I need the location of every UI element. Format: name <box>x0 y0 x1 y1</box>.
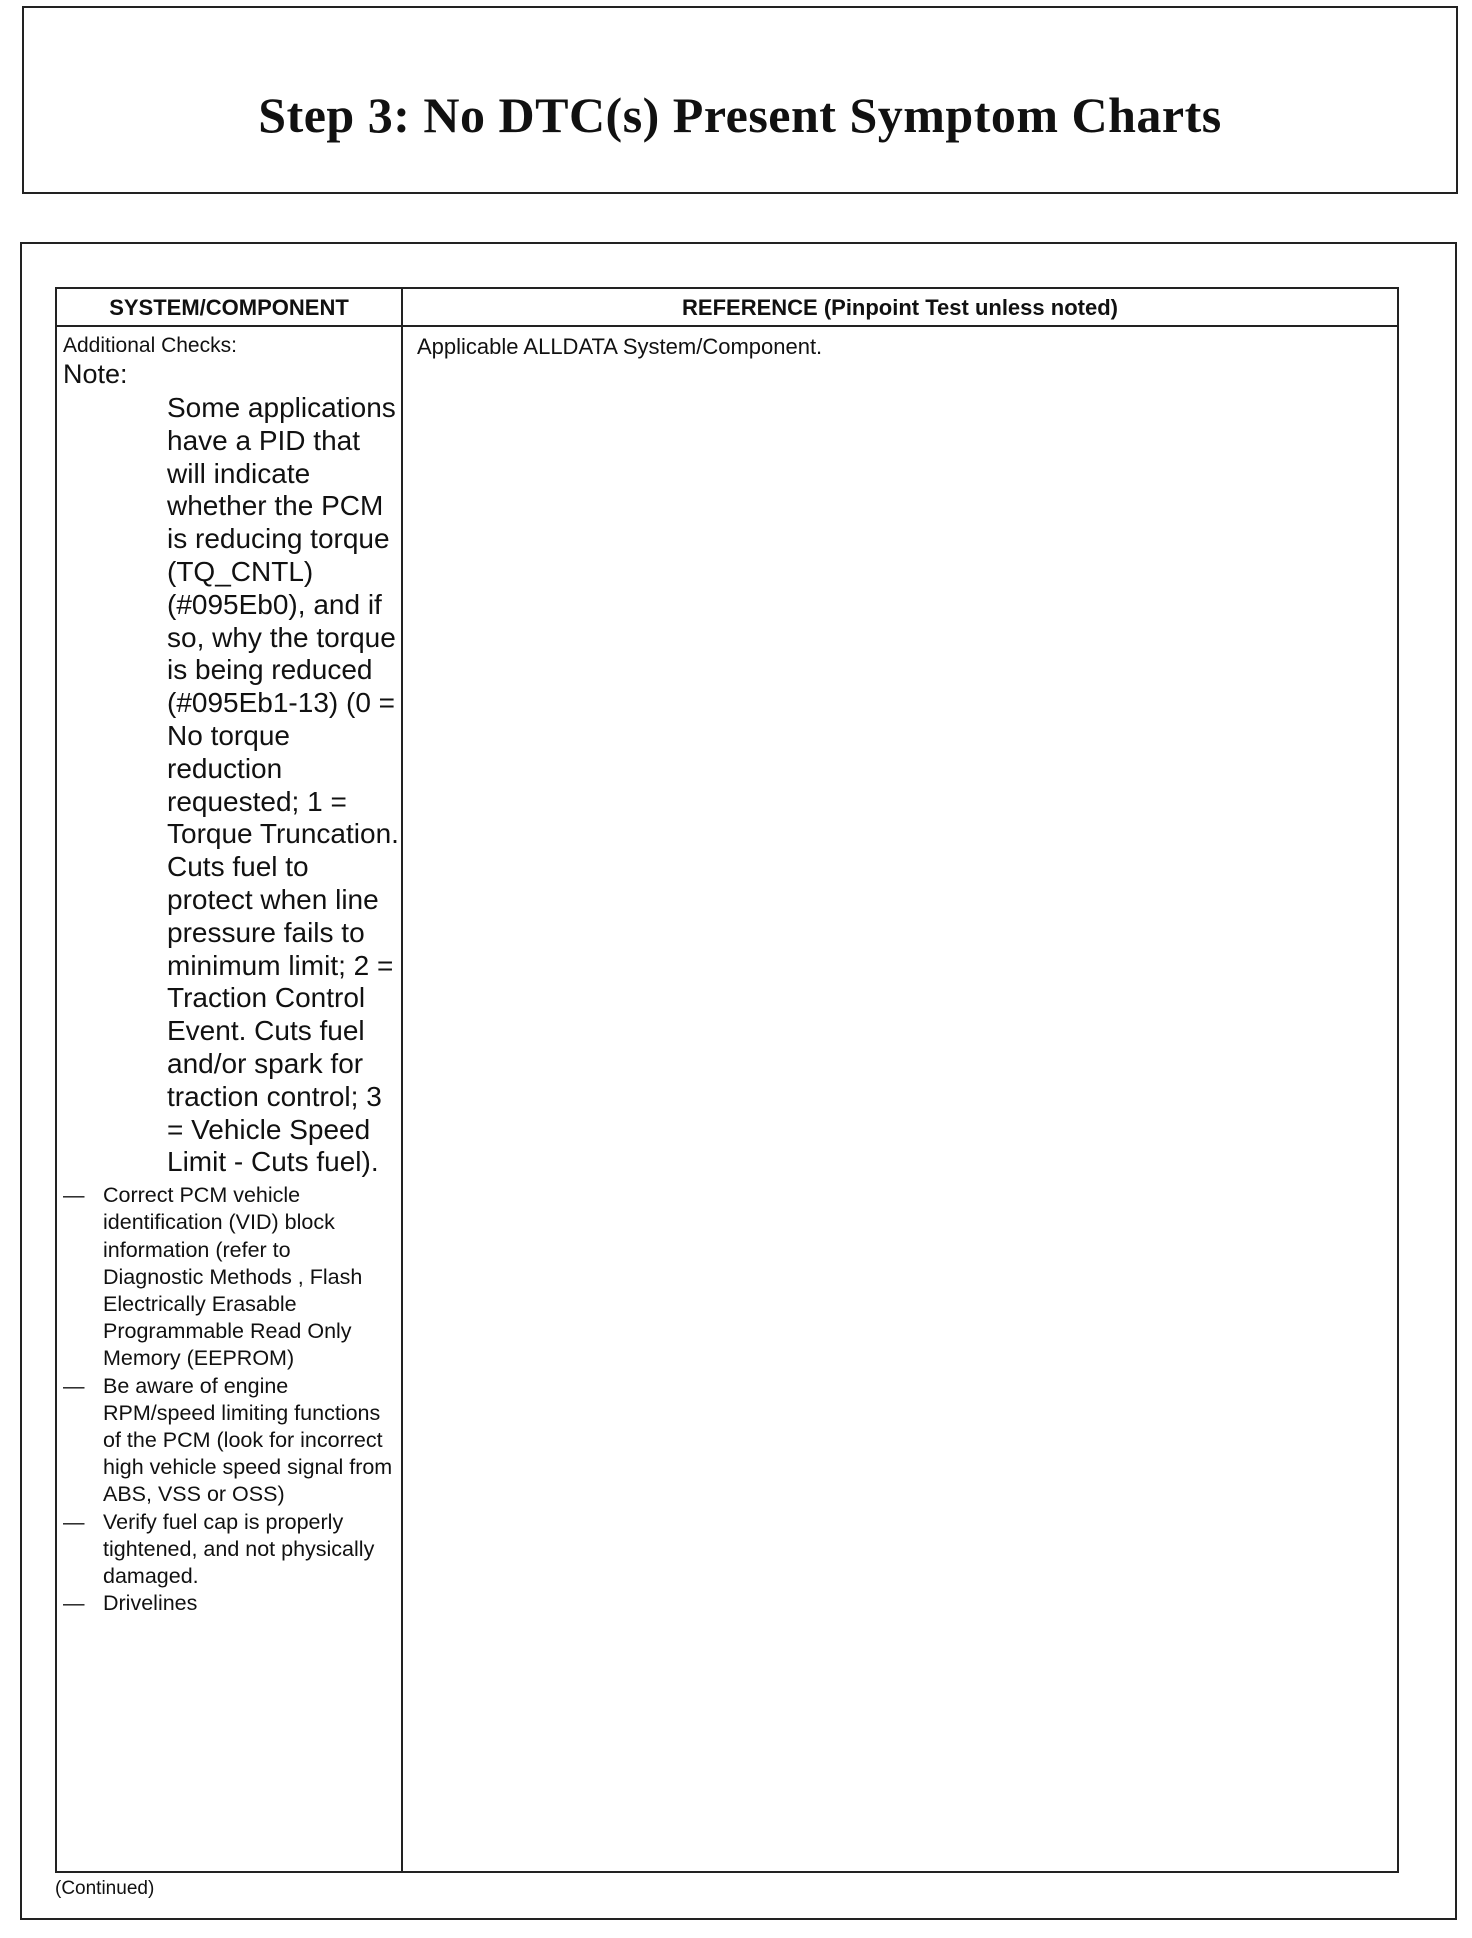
column-divider <box>401 327 403 1871</box>
dash-marker: — <box>63 1591 85 1616</box>
additional-checks-label: Additional Checks: <box>63 334 237 357</box>
list-item: — Correct PCM vehicle identification (VID) block information (refer to Diagnostic Methods , Flash Electrically Erasable Programmable Read Only Memory (EEPROM) <box>63 1183 363 1371</box>
reference-cell: Applicable ALLDATA System/Component. <box>417 334 823 359</box>
note-text: Some applications have a PID that will indicate whether the PCM is reducing torque (TQ_CNTL) (#095Eb0), and if so, why the torque is being reduced (#095Eb1-13) (0 = No torque reduction requested; 1 = Torque Truncation. Cuts fuel to protect when line pressure fails to minimum limit; 2 = Traction Control Event. Cuts fuel and/or spark for traction control; 3 = Vehicle Speed Limit - Cuts fuel). <box>167 392 399 1178</box>
symptom-chart-table <box>55 287 1399 1873</box>
dash-marker: — <box>63 1509 85 1534</box>
dash-marker: — <box>63 1183 85 1208</box>
system-component-cell <box>63 333 397 1617</box>
additional-checks-list <box>63 1182 397 1617</box>
note-label: Note: <box>63 359 128 389</box>
header-reference: REFERENCE (Pinpoint Test unless noted) <box>403 289 1397 327</box>
list-item: — Drivelines <box>63 1590 395 1617</box>
continued-label: (Continued) <box>55 1878 155 1899</box>
list-item: — Be aware of engine RPM/speed limiting functions of the PCM (look for incorrect high vehicle speed signal from ABS, VSS or OSS) <box>63 1373 393 1507</box>
title-box <box>22 6 1458 194</box>
page-title: Step 3: No DTC(s) Present Symptom Charts <box>258 87 1222 143</box>
dash-marker: — <box>63 1373 85 1398</box>
list-item: — Verify fuel cap is properly tightened, and not physically damaged. <box>63 1509 375 1588</box>
header-system-component: SYSTEM/COMPONENT <box>57 289 403 327</box>
